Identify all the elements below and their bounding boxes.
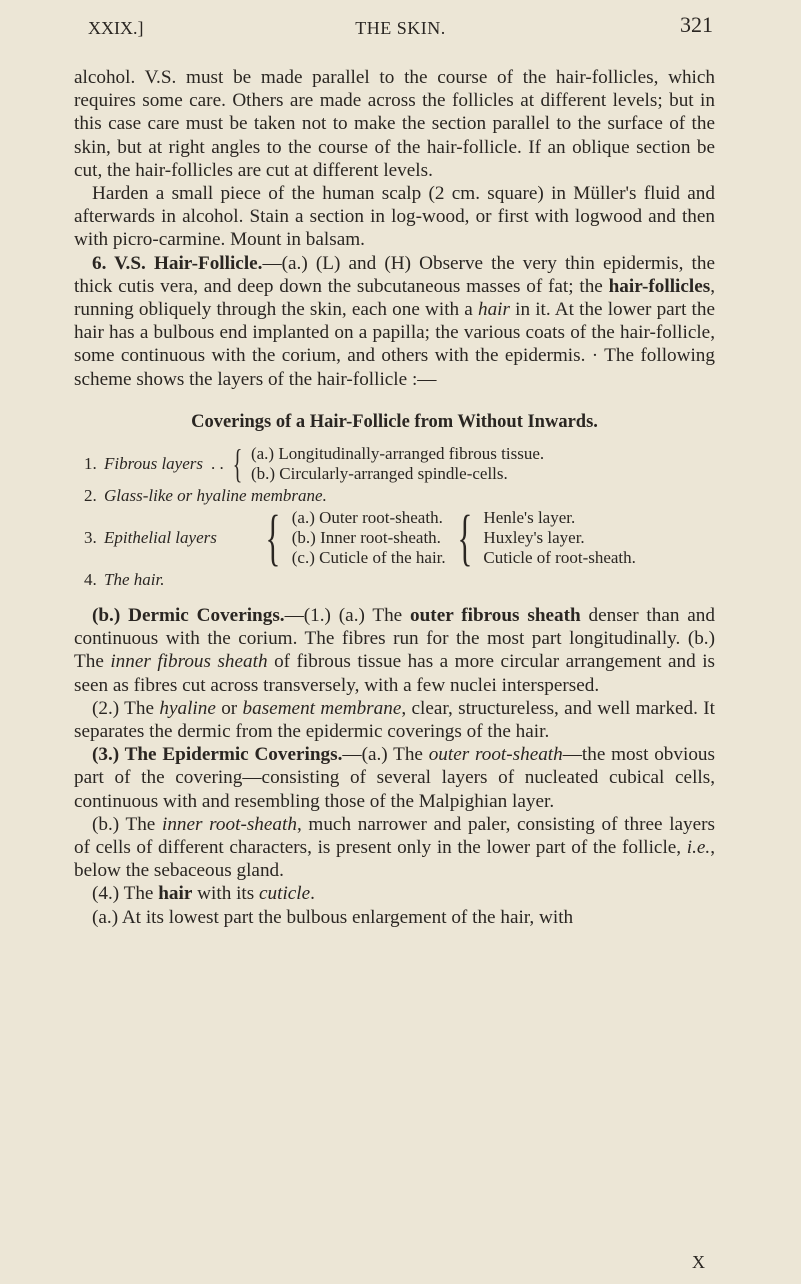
paragraph-1: alcohol. V.S. must be made parallel to the course of the hair-follicles, which requires some care. Others are made across the follicles at different levels; but in this case care must be taken not to make the section parallel to the surface of the skin, but at right angles to the course of the hair-follicle. If an oblique section be cut, the hair-follicles are cut at different levels.: [74, 67, 715, 181]
scheme-item-3: 3. Epithelial layers { (a.) Outer root-sheath. (b.) Inner root-sheath. (c.) Cuticle of the hair. { Henle's layer. Huxley's layer. Cuticle of root-sheath.: [84, 504, 636, 573]
brace: {: [265, 504, 281, 573]
page-number: 321: [680, 12, 713, 37]
paragraph-3: 6. V.S. Hair-Follicle.—(a.) (L) and (H) Observe the very thin epidermis, the thick cutis vera, and deep down the subcutaneous masses of fat; the hair-follicles, running obliquely through the skin, each one with a hair in it. At the lower part the hair has a bulbous end implanted on a papilla; the various coats of the hair-follicle, some continuous with the corium, and others with the epidermis. · The following scheme shows the layers of the hair-follicle :—: [74, 252, 715, 390]
scheme-item-1: 1. Fibrous layers . . { (a.) Longitudinally-arranged fibrous tissue. (b.) Circularly-arranged spindle-cells.: [84, 441, 545, 487]
scheme-item-2: 2. Glass-like or hyaline membrane.: [84, 486, 327, 506]
paragraph-5: (2.) The hyaline or basement membrane, clear, structureless, and well marked. It separates the dermic from the epidermic coverings of the hair.: [74, 697, 716, 743]
paragraph-8: (4.) The hair with its cuticle.: [92, 883, 315, 905]
paragraph-7: (b.) The inner root-sheath, much narrower and paler, consisting of three layers of cells of different characters, is present only in the lower part of the follicle, i.e., below the sebaceous gland.: [74, 813, 716, 882]
running-title: THE SKIN.: [355, 18, 446, 38]
paragraph-9: (a.) At its lowest part the bulbous enlargement of the hair, with: [92, 906, 574, 928]
scheme-item-4: 4. The hair.: [84, 570, 165, 590]
brace: {: [457, 504, 472, 573]
paragraph-6: (3.) The Epidermic Coverings.—(a.) The outer root-sheath—the most obvious part of the covering—consisting of several layers of nucleated cubical cells, continuous with and resembling those of the Malpighian layer.: [74, 744, 715, 812]
page-body: [74, 66, 715, 929]
signature-mark: X: [692, 1252, 705, 1272]
running-header: [88, 12, 713, 42]
paragraph-4: (b.) Dermic Coverings.—(1.) (a.) The outer fibrous sheath denser than and continuous with the corium. The fibres run for the most part longitudinally. (b.) The inner fibrous sheath of fibrous tissue has a more circular arrangement and is seen as fibres cut across transversely, with a few nuclei interspersed.: [74, 605, 715, 696]
section-lead: 6. V.S. Hair-Follicle.: [92, 252, 263, 274]
paragraph-2: Harden a small piece of the human scalp (2 cm. square) in Müller's fluid and afterwards in alcohol. Stain a section in log-wood, or first with logwood and then with picro-carmine. Mount in balsam.: [74, 183, 715, 251]
scheme-list: [84, 441, 715, 590]
brace: {: [232, 441, 243, 487]
chapter-number: XXIX.]: [88, 18, 144, 38]
scheme-heading: Coverings of a Hair-Follicle from Without Inwards.: [191, 411, 598, 432]
